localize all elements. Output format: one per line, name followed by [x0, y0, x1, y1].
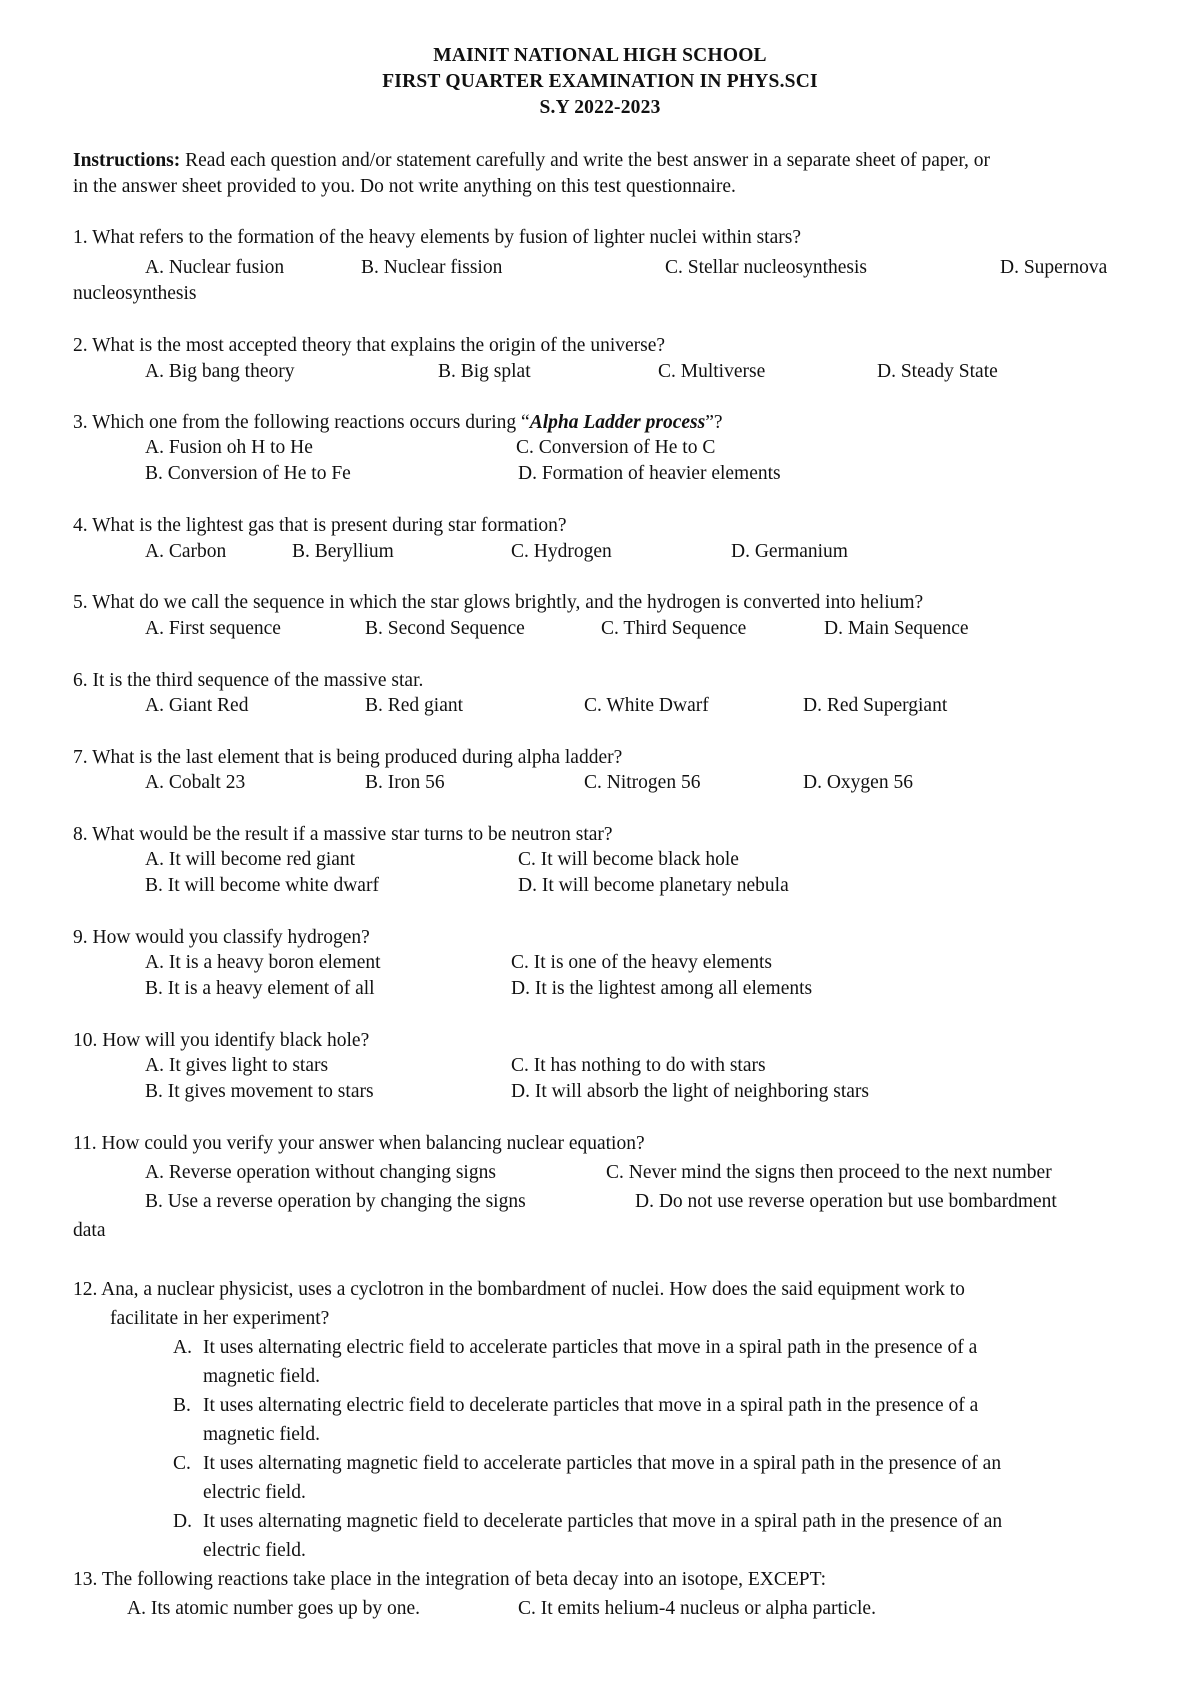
q12-stem-2: facilitate in her experiment?	[110, 1308, 330, 1329]
q12-option-d-line-2: electric field.	[203, 1540, 306, 1561]
q12-option-b-line-1: It uses alternating electric field to decelerate particles that move in a spiral path in the presence of a	[203, 1395, 979, 1416]
q10-option-d: D. It will absorb the light of neighboring stars	[511, 1081, 869, 1102]
q5-option-a: A. First sequence	[145, 618, 281, 639]
q9-option-b: B. It is a heavy element of all	[145, 978, 375, 999]
q9-option-c: C. It is one of the heavy elements	[511, 952, 773, 973]
q12-option-a-line-1: It uses alternating electric field to accelerate particles that move in a spiral path in the presence of a	[203, 1337, 978, 1358]
q2-option-b: B. Big splat	[438, 361, 531, 382]
q2-stem: 2. What is the most accepted theory that explains the origin of the universe?	[73, 335, 666, 356]
q13-stem: 13. The following reactions take place in the integration of beta decay into an isotope, EXCEPT:	[73, 1569, 826, 1590]
q5-option-d: D. Main Sequence	[824, 618, 969, 639]
q2-option-d: D. Steady State	[877, 361, 998, 382]
q4-option-c: C. Hydrogen	[511, 541, 612, 562]
q9-stem: 9. How would you classify hydrogen?	[73, 927, 370, 948]
q12-option-a-label: A.	[173, 1337, 192, 1358]
q4-stem: 4. What is the lightest gas that is present during star formation?	[73, 515, 567, 536]
q10-option-a: A. It gives light to stars	[145, 1055, 329, 1076]
q3-option-b: B. Conversion of He to Fe	[145, 463, 351, 484]
q7-option-a: A. Cobalt 23	[145, 772, 246, 793]
q10-option-b: B. It gives movement to stars	[145, 1081, 374, 1102]
instructions-text-2: in the answer sheet provided to you. Do not write anything on this test questionnaire.	[73, 176, 736, 197]
q1-option-b: B. Nuclear fission	[361, 257, 503, 278]
q3-option-a: A. Fusion oh H to He	[145, 437, 313, 458]
q3-stem	[73, 410, 723, 436]
q1-stem: 1. What refers to the formation of the heavy elements by fusion of lighter nuclei within stars?	[73, 227, 801, 248]
q8-stem: 8. What would be the result if a massive star turns to be neutron star?	[73, 824, 613, 845]
q4-option-d: D. Germanium	[731, 541, 848, 562]
q3-stem-pre: 3. Which one from the following reactions occurs during “	[73, 412, 530, 433]
q3-option-c: C. Conversion of He to C	[516, 437, 716, 458]
q6-option-c: C. White Dwarf	[584, 695, 709, 716]
q7-option-c: C. Nitrogen 56	[584, 772, 701, 793]
q12-option-a-line-2: magnetic field.	[203, 1366, 320, 1387]
school-name: MAINIT NATIONAL HIGH SCHOOL	[433, 45, 767, 66]
q12-stem-1: 12. Ana, a nuclear physicist, uses a cyclotron in the bombardment of nuclei. How does the said equipment work to	[73, 1279, 965, 1300]
instructions-text-1: Read each question and/or statement carefully and write the best answer in a separate sheet of paper, or	[185, 150, 991, 171]
q8-option-c: C. It will become black hole	[518, 849, 739, 870]
q7-stem: 7. What is the last element that is being produced during alpha ladder?	[73, 747, 623, 768]
q7-option-b: B. Iron 56	[365, 772, 445, 793]
q12-option-c-label: C.	[173, 1453, 191, 1474]
q11-option-d: D. Do not use reverse operation but use bombardment	[635, 1191, 1057, 1212]
q12-option-b-label: B.	[173, 1395, 191, 1416]
q12-option-b-line-2: magnetic field.	[203, 1424, 320, 1445]
q1-option-c: C. Stellar nucleosynthesis	[665, 257, 868, 278]
q3-stem-emphasis: Alpha Ladder process	[529, 412, 706, 433]
q13-option-c: C. It emits helium-4 nucleus or alpha particle.	[518, 1598, 876, 1619]
q12-option-c-line-2: electric field.	[203, 1482, 306, 1503]
q3-stem-post: ”?	[705, 412, 723, 433]
q10-option-c: C. It has nothing to do with stars	[511, 1055, 766, 1076]
q2-option-c: C. Multiverse	[658, 361, 766, 382]
q3-option-d: D. Formation of heavier elements	[518, 463, 781, 484]
q11-option-b: B. Use a reverse operation by changing the signs	[145, 1191, 526, 1212]
q12-option-d-label: D.	[173, 1511, 192, 1532]
q8-option-d: D. It will become planetary nebula	[518, 875, 789, 896]
instructions-label: Instructions:	[73, 150, 181, 171]
q8-option-b: B. It will become white dwarf	[145, 875, 379, 896]
q1-option-d-cont: nucleosynthesis	[73, 283, 197, 304]
q6-option-d: D. Red Supergiant	[803, 695, 948, 716]
instructions-line-1	[73, 148, 990, 174]
q9-option-a: A. It is a heavy boron element	[145, 952, 381, 973]
q11-option-c: C. Never mind the signs then proceed to the next number	[606, 1162, 1052, 1183]
q7-option-d: D. Oxygen 56	[803, 772, 913, 793]
q11-option-d-cont: data	[73, 1220, 106, 1241]
q5-option-c: C. Third Sequence	[601, 618, 747, 639]
q1-option-a: A. Nuclear fusion	[145, 257, 285, 278]
q4-option-b: B. Beryllium	[292, 541, 394, 562]
q13-option-a: A. Its atomic number goes up by one.	[127, 1598, 420, 1619]
q6-stem: 6. It is the third sequence of the massive star.	[73, 670, 424, 691]
q2-option-a: A. Big bang theory	[145, 361, 295, 382]
q12-option-c-line-1: It uses alternating magnetic field to accelerate particles that move in a spiral path in the presence of an	[203, 1453, 1002, 1474]
school-year: S.Y 2022-2023	[539, 97, 661, 118]
q6-option-b: B. Red giant	[365, 695, 464, 716]
q5-stem: 5. What do we call the sequence in which the star glows brightly, and the hydrogen is converted into helium?	[73, 592, 924, 613]
q12-option-d-line-1: It uses alternating magnetic field to decelerate particles that move in a spiral path in the presence of an	[203, 1511, 1003, 1532]
q11-stem: 11. How could you verify your answer when balancing nuclear equation?	[73, 1133, 645, 1154]
q4-option-a: A. Carbon	[145, 541, 227, 562]
q9-option-d: D. It is the lightest among all elements	[511, 978, 813, 999]
q6-option-a: A. Giant Red	[145, 695, 249, 716]
q10-stem: 10. How will you identify black hole?	[73, 1030, 370, 1051]
q8-option-a: A. It will become red giant	[145, 849, 356, 870]
q1-option-d: D. Supernova	[1000, 257, 1108, 278]
exam-title: FIRST QUARTER EXAMINATION IN PHYS.SCI	[382, 71, 818, 92]
q5-option-b: B. Second Sequence	[365, 618, 525, 639]
q11-option-a: A. Reverse operation without changing signs	[145, 1162, 496, 1183]
